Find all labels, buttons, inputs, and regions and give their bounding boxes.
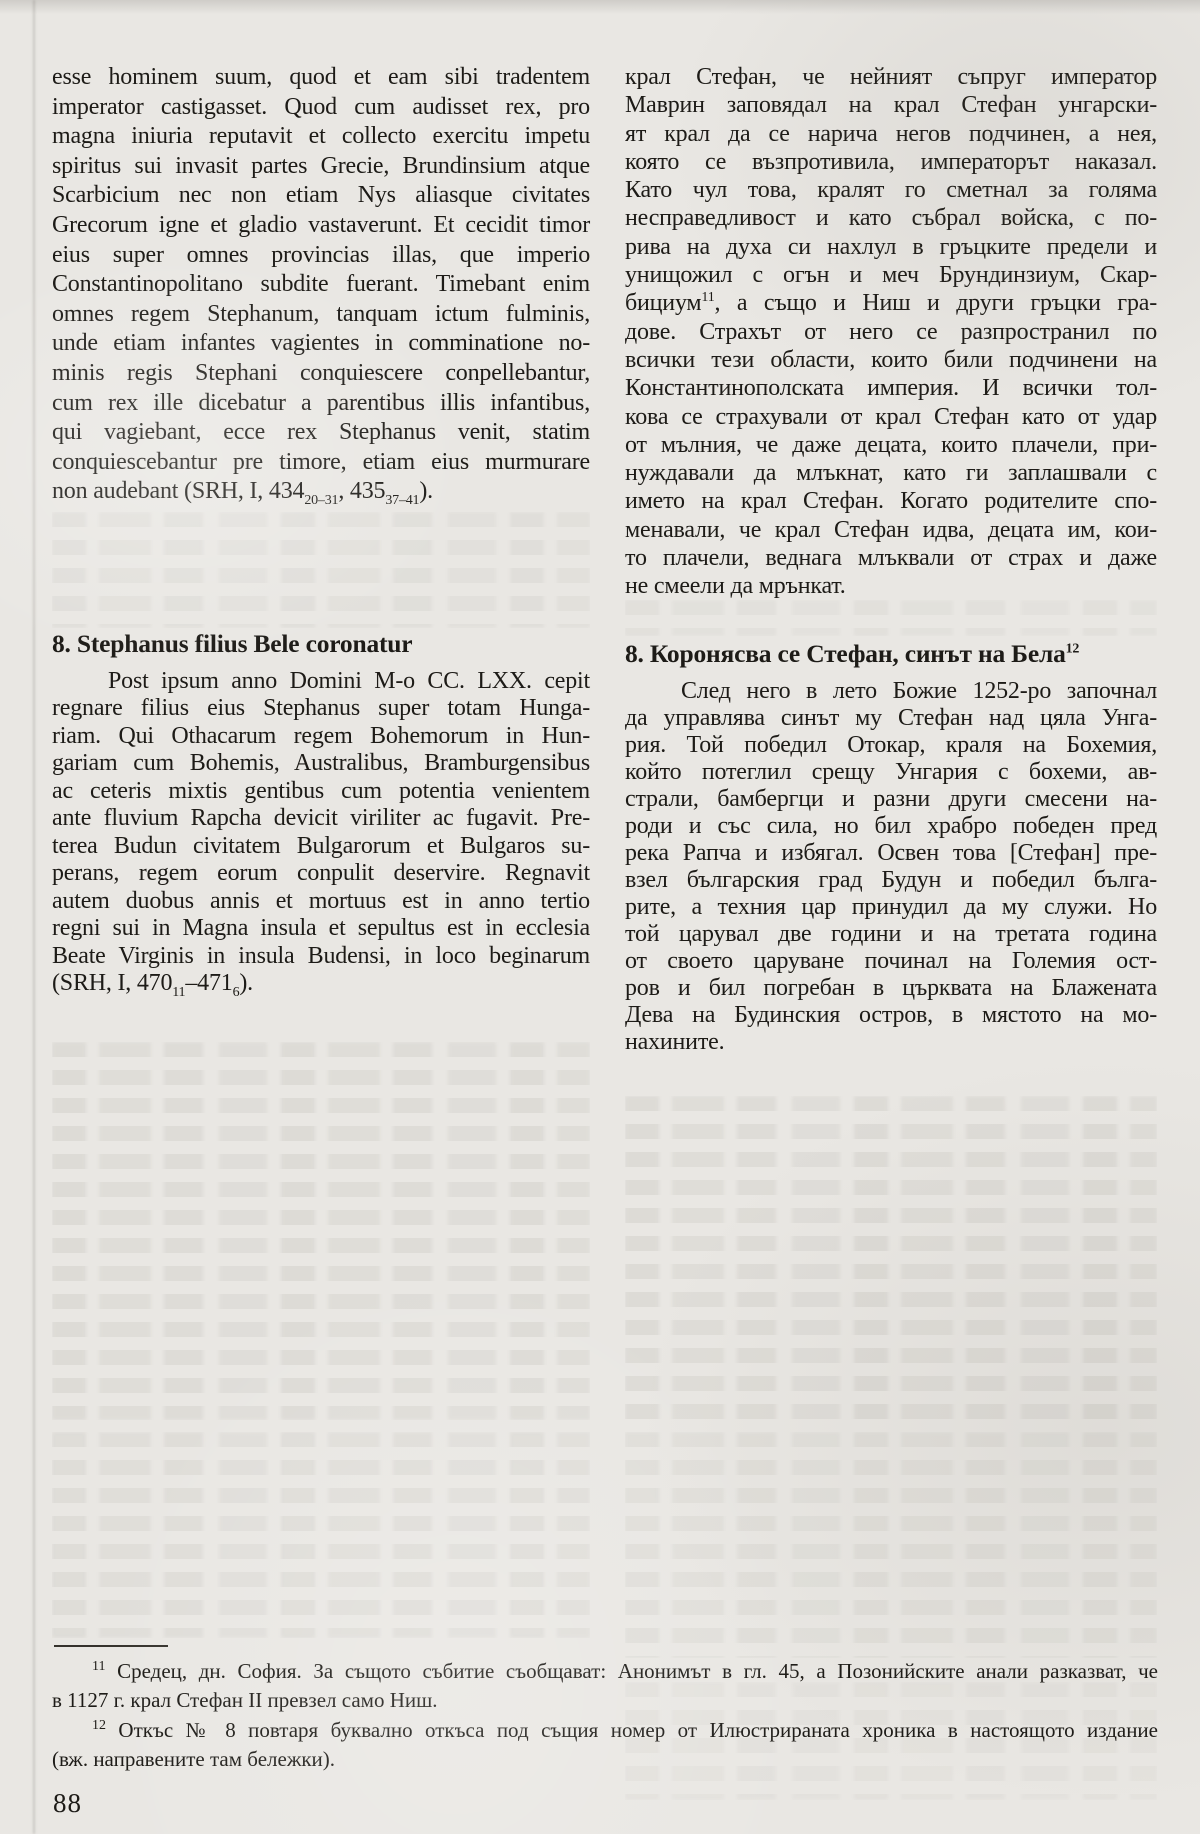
- text-line: (вж. направените там бележки).: [52, 1747, 336, 1772]
- text-line: unde etiam infantes vagientes in comminatione no-: [52, 330, 590, 357]
- text-line: река Рапча и избягал. Освен това [Стефан] пре-: [625, 839, 1157, 866]
- text-line: ров и бил погребан в църквата на Блажената: [625, 974, 1157, 1001]
- text-line: унищожил с огън и меч Брундинзиум, Скар-: [625, 262, 1157, 289]
- text-line: бициум$^{11}$, а също и Ниш и други гръцки гра-: [625, 290, 1157, 317]
- text-line: нахините.: [625, 1028, 725, 1055]
- text-line: Constantinopolitano subdite fuerant. Timebant enim: [52, 271, 590, 298]
- text-line: qui vagiebant, ecce rex Stephanus venit, statim: [52, 419, 590, 446]
- footnote-11: [52, 1657, 1158, 1716]
- text-line: riam. Qui Othacarum regem Bohemorum in Hun-: [52, 722, 590, 749]
- text-line: дове. Страхът от него се разпространил по: [625, 318, 1157, 345]
- text-line: $^{12}$ Откъс № 8 повтаря буквално откъса под същия номер от Илюстрираната хроника в настоящото издание: [92, 1717, 1158, 1742]
- footnotes-block: [52, 1645, 1158, 1775]
- text-line: нуждавали да млъкнат, като ги заплашвали с: [625, 460, 1157, 487]
- text-line: imperator castigasset. Quod cum audisset rex, pro: [52, 93, 590, 120]
- text-line: кова се страхували от крал Стефан като от удар: [625, 403, 1157, 430]
- text-line: крал Стефан, че нейният съпруг император: [625, 64, 1157, 90]
- bulgarian-paragraph-1: [625, 63, 1157, 601]
- text-line: ac ceteris mixtis gentibus cum potentia venientem: [52, 777, 590, 804]
- text-line: Post ipsum anno Domini M-o CC. LXX. cepit: [108, 667, 590, 694]
- text-line: от мълния, че даже децата, които плачели, при-: [625, 431, 1157, 458]
- text-line: Като чул това, кралят го сметнал за голяма: [625, 177, 1157, 204]
- text-line: менавали, че крал Стефан идва, децата им, кои-: [625, 516, 1157, 543]
- text-line: всички тези области, които били подчинени на: [625, 346, 1157, 373]
- bulgarian-column: [625, 63, 1157, 1056]
- text-line: autem duobus annis et mortuus est in anno tertio: [52, 887, 590, 914]
- bleedthrough-text: [625, 1432, 1157, 1658]
- text-line: в 1127 г. крал Стефан II превзел само Ниш.: [52, 1688, 438, 1713]
- text-line: ante fluvium Rapcha devicit viriliter ac fugavit. Pre-: [52, 805, 590, 832]
- latin-section-heading: 8. Stephanus filius Bele coronatur: [52, 628, 413, 658]
- latin-paragraph-2: [52, 667, 590, 1001]
- text-line: да управлява синът му Стефан над цяла Унга-: [625, 704, 1157, 731]
- text-line: $^{11}$ Средец, дн. София. За същото събитие съобщават: Анонимът в гл. 45, а Позонийските анали разказват, че: [92, 1659, 1158, 1683]
- text-line: gariam cum Bohemis, Australibus, Bramburgensibus: [52, 750, 590, 777]
- text-line: eius super omnes provincias illas, que imperio: [52, 241, 590, 268]
- text-line: minis regis Stephani conquiescere conpellebantur,: [52, 359, 590, 386]
- bleedthrough-text: [52, 1042, 590, 1420]
- text-line: от своето царуване починал на Големия ост-: [625, 947, 1157, 974]
- text-line: не смеели да мрънкат.: [625, 573, 846, 600]
- latin-column: [52, 63, 590, 1001]
- text-line: regni sui in Magna insula et sepultus est in ecclesia: [52, 915, 590, 942]
- text-line: esse hominem suum, quod et eam sibi tradentem: [52, 64, 590, 90]
- text-line: страли, бамбергци и разни други смесени на-: [625, 785, 1157, 812]
- text-line: omnes regem Stephanum, tanquam ictum fulminis,: [52, 300, 590, 327]
- text-line: Beate Virginis in insula Budensi, in loco beginarum: [52, 942, 590, 969]
- text-line: която се възпротивила, императорът наказал.: [625, 148, 1157, 175]
- text-line: Дева на Будинския остров, в мястото на мо-: [625, 1001, 1157, 1028]
- text-line: то плачели, веднага млъквали от страх и даже: [625, 545, 1157, 572]
- text-line: spiritus sui invasit partes Grecie, Brundinsium atque: [52, 152, 590, 179]
- bleedthrough-text: [625, 1096, 1157, 1424]
- bleedthrough-text: [52, 1432, 590, 1638]
- text-line: рите, а техния цар принудил да му служи. Но: [625, 893, 1157, 920]
- text-line: той царувал две години и на третата година: [625, 920, 1157, 947]
- text-line: Маврин заповядал на крал Стефан унгарски-: [625, 92, 1157, 119]
- text-line: regnare filius eius Stephanus super totam Hunga-: [52, 695, 590, 722]
- text-line: името на крал Стефан. Когато родителите спо-: [625, 488, 1157, 515]
- bulgarian-section-heading: 8. Коронясва се Стефан, синът на Бела$^{12}$: [625, 638, 1080, 668]
- footnote-12: [52, 1716, 1158, 1775]
- text-line: non audebant (SRH, I, $434_{20-31}$, $435_{37-41}$).: [52, 478, 433, 509]
- text-line: взел българския град Будун и победил бълга-: [625, 866, 1157, 893]
- text-line: magna iniuria reputavit et collecto exercitu impetu: [52, 123, 590, 150]
- text-line: Grecorum igne et gladio vastaverunt. Et cecidit timor: [52, 211, 590, 238]
- text-line: рива на духа си нахлул в гръцките предели и: [625, 233, 1157, 260]
- text-line: който потеглил срещу Унгария с бохеми, ав-: [625, 758, 1157, 785]
- text-line: cum rex ille dicebatur a parentibus illis infantibus,: [52, 389, 590, 416]
- bulgarian-paragraph-2: [625, 678, 1157, 1056]
- text-line: несправедливост и като събрал войска, с по-: [625, 205, 1157, 232]
- page-margin-crease: [33, 0, 35, 1834]
- text-line: (SRH, I, $470_{11}-471_6$).: [52, 970, 253, 1001]
- text-line: След него в лето Божие 1252-ро започнал: [681, 677, 1157, 704]
- text-line: perans, regem eorum conpulit deservire. Regnavit: [52, 860, 590, 887]
- page-number: 88: [53, 1788, 82, 1818]
- text-line: Scarbicium nec non etiam Nys aliasque civitates: [52, 182, 590, 209]
- text-line: Константинополската империя. И всички тол-: [625, 375, 1157, 402]
- text-line: рия. Той победил Отокар, краля на Бохемия,: [625, 731, 1157, 758]
- text-line: terea Budun civitatem Bulgarorum et Bulgaros su-: [52, 832, 590, 859]
- footnote-separator: [54, 1645, 168, 1647]
- latin-paragraph-1: [52, 63, 590, 507]
- text-line: conquiescebantur pre timore, etiam eius murmurare: [52, 448, 590, 475]
- text-line: ят крал да се нарича негов подчинен, а нея,: [625, 120, 1157, 147]
- text-line: роди и със сила, но бил храбро победен пред: [625, 812, 1157, 839]
